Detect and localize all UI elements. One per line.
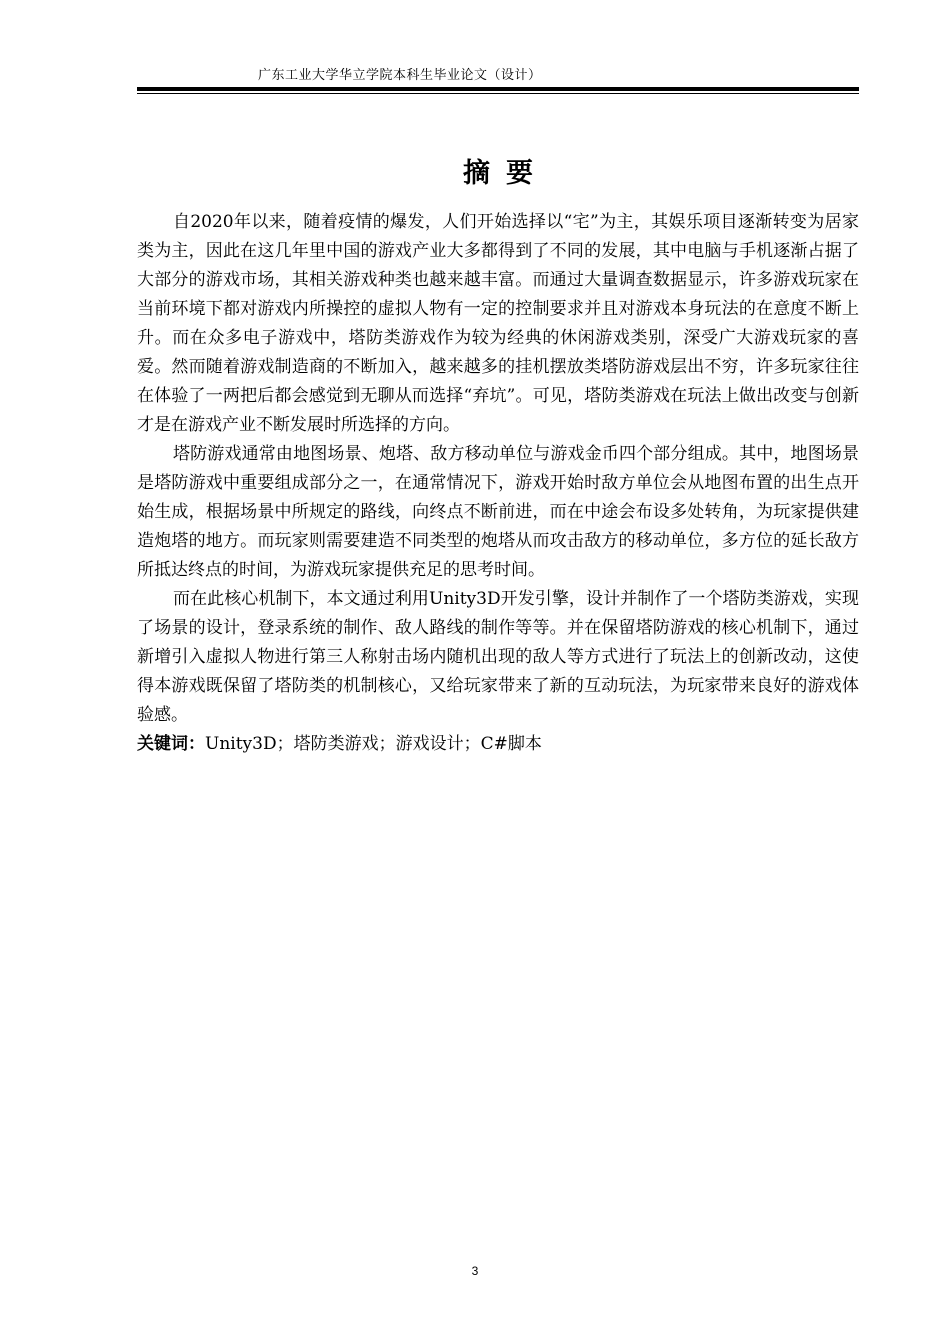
abstract-body <box>137 208 859 759</box>
keywords-line <box>137 730 859 759</box>
abstract-paragraph-2: 塔防游戏通常由地图场景、炮塔、敌方移动单位与游戏金币四个部分组成。其中，地图场景是塔防游戏中重要组成部分之一，在通常情况下，游戏开始时敌方单位会从地图布置的出生点开始生成，根据场景中所规定的路线，向终点不断前进，而在中途会布设多处转角，为玩家提供建造炮塔的地方。而玩家则需要建造不同类型的炮塔从而攻击敌方的移动单位，多方位的延长敌方所抵达终点的时间，为游戏玩家提供充足的思考时间。 <box>137 444 859 580</box>
abstract-paragraph-1: 自2020年以来，随着疫情的爆发，人们开始选择以“宅”为主，其娱乐项目逐渐转变为居家类为主，因此在这几年里中国的游戏产业大多都得到了不同的发展，其中电脑与手机逐渐占据了大部分的游戏市场，其相关游戏种类也越来越丰富。而通过大量调查数据显示，许多游戏玩家在当前环境下都对游戏内所操控的虚拟人物有一定的控制要求并且对游戏本身玩法的在意度不断上升。而在众多电子游戏中，塔防类游戏作为较为经典的休闲游戏类别，深受广大游戏玩家的喜爱。然而随着游戏制造商的不断加入，越来越多的挂机摆放类塔防游戏层出不穷，许多玩家往往在体验了一两把后都会感觉到无聊从而选择“弃坑”。可见，塔防类游戏在玩法上做出改变与创新才是在游戏产业不断发展时所选择的方向。 <box>137 212 859 435</box>
header-rule-thick <box>137 87 859 91</box>
keywords-text: Unity3D；塔防类游戏；游戏设计；C#脚本 <box>205 734 542 754</box>
page-number: 3 <box>471 1264 479 1278</box>
keywords-label: 关键词： <box>137 734 205 754</box>
running-header: 广东工业大学华立学院本科生毕业论文（设计） <box>258 68 542 83</box>
abstract-paragraph-3: 而在此核心机制下，本文通过利用Unity3D开发引擎，设计并制作了一个塔防类游戏，实现了场景的设计，登录系统的制作、敌人路线的制作等等。并在保留塔防游戏的核心机制下，通过新增引入虚拟人物进行第三人称射击场内随机出现的敌人等方式进行了玩法上的创新改动，这使得本游戏既保留了塔防类的机制核心，又给玩家带来了新的互动玩法，为玩家带来良好的游戏体验感。 <box>137 589 859 725</box>
header-rule-thin <box>137 93 859 94</box>
abstract-title: 摘要 <box>463 158 549 189</box>
